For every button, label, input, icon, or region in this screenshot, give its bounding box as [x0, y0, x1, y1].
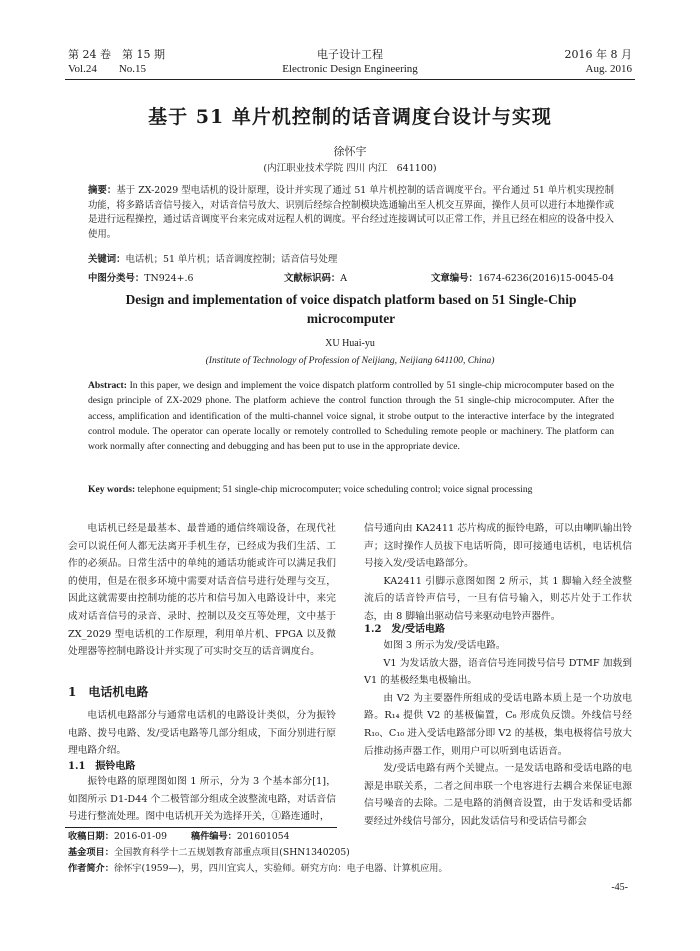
document-code: 文献标识码：A	[284, 273, 348, 284]
keywords-cn	[88, 253, 614, 268]
right-paragraph-2: KA2411 引脚示意图如图 2 所示，其 1 脚输入经全波整流后的话音铃声信号，一旦有信号输入，则芯片处于工作状态，由 8 脚输出驱动信号来驱动电铃声器件。	[364, 575, 632, 622]
body-column-right	[364, 520, 632, 626]
journal-name-cn: 电子设计工程	[317, 48, 383, 61]
right-paragraph-6: 发/受话电路有两个关键点。一是发话电路和受话电路的电源是串联关系，二者之间串联一个电容进行去耦合来保证电源信号噪音的去除。二是电路的消侧音设置，由于发话和受话都要经过外线信号部分，因此发话信号和受话信号都会	[364, 763, 632, 827]
keywords-cn-label: 关键词：	[88, 254, 126, 265]
author-en: XU Huai-yu	[325, 338, 375, 349]
keywords-en-text: telephone equipment; 51 single-chip microcomputer; voice scheduling control; voice signal processing	[135, 484, 533, 495]
body-column-left	[68, 520, 336, 661]
keywords-cn-text: 电话机；51 单片机；话音调度控制；话音信号处理	[125, 254, 338, 265]
right-paragraph-1: 信号通向由 KA2411 芯片构成的振铃电路，可以由喇叭输出铃声；这时操作人员拔下电话听筒，即可接通电话机，电话机信号接入发/受话电路部分。	[364, 523, 632, 570]
author-bio: 徐怀宇(1959—)，男，四川宜宾人，实验师。研究方向：电子电器、计算机应用。	[113, 863, 448, 874]
affiliation-cn: (内江职业技术学院 四川 内江 641100)	[263, 163, 437, 174]
abstract-cn-text: 基于 ZX-2029 型电话机的设计原理，设计并实现了通过 51 单片机控制的话音调度平台。平台通过 51 单片机实现控制功能，将多路话音信号接入，对话音信号放大、识别后经综合控制模块选通输出至人机交互界面，操作人员可以进行本地操作或是进行远程操控，通过话音调度平台来完成对远程人机的调度。平台经过连接调试可以正常工作，并且已经在相应的设备中投入使用。	[88, 185, 614, 240]
fund-text: 全国教育科学十二五规划教育部重点项目(SHN1340205)	[113, 847, 350, 858]
clc-number: 中图分类号：TN924+.6	[88, 273, 194, 284]
subsection-heading-1-2: 1.2 发/受话电路	[364, 624, 446, 635]
classification-row	[88, 270, 614, 284]
author-cn: 徐怀宇	[333, 145, 367, 158]
section1-paragraph: 电话机电路部分与通常电话机的电路设计类似，分为振铃电路、拨号电路、发/受话电路等几部分组成，下面分别进行原理电路介绍。	[68, 710, 336, 757]
page-number: -45-	[611, 882, 628, 893]
article-title-cn: 基于 51 单片机控制的话音调度台设计与实现	[148, 106, 552, 128]
subsection11-paragraph: 振铃电路的原理图如图 1 所示，分为 3 个基本部分[1]，如图所示 D1-D44 个二极管部分组成全波整流电路，对话音信号进行整流处理。图中电话机开关为选择开关，①路连通时，	[68, 776, 336, 823]
volume-issue-en: Vol.24 No.15	[68, 63, 147, 75]
affiliation-en: (Institute of Technology of Profession of Neijiang, Neijiang 641100, China)	[205, 355, 495, 366]
abstract-en	[88, 378, 614, 454]
date-en: Aug. 2016	[585, 63, 632, 75]
right-paragraph-5: 由 V2 为主要器件所组成的受话电路本质上是一个功放电路。R₁₄ 提供 V2 的基极偏置，C₆ 形成负反馈。外线信号经 R₁₀、C₁₀ 进入受话电路部分即 V2 的基极，集电极将信号放大后推动扬声器工作，则用户可以听到电话语音。	[364, 692, 632, 757]
footnote-rule	[65, 827, 337, 828]
keywords-en	[88, 484, 614, 495]
subsection-heading-1-1: 1.1 振铃电路	[68, 761, 136, 772]
author-bio-row: 作者简介：徐怀宇(1959—)，男，四川宜宾人，实验师。研究方向：电子电器、计算机应用。	[68, 863, 448, 874]
received-date: 2016-01-09	[113, 831, 167, 842]
date-cn: 2016 年 8 月	[564, 48, 632, 61]
received-date-row: 收稿日期：2016-01-09 稿件编号：201601054	[68, 831, 290, 842]
article-title-en: Design and implementation of voice dispatch platform based on 51 Single-Chip microcomputer	[125, 292, 577, 326]
keywords-en-label: Key words:	[88, 484, 136, 495]
abstract-cn	[88, 184, 614, 242]
volume-issue-cn: 第 24 卷 第 15 期	[68, 48, 165, 61]
section1-paragraph-block	[68, 707, 336, 760]
subsection12-block	[364, 637, 632, 831]
right-paragraph-4: V1 为发话放大器，语音信号连同拨号信号 DTMF 加载到 V1 的基极经集电极输出。	[364, 657, 632, 687]
journal-name-en: Electronic Design Engineering	[282, 63, 418, 75]
subsection11-paragraph-block	[68, 773, 336, 826]
intro-paragraph: 电话机已经是最基本、最普通的通信终端设备，在现代社会可以说任何人都无法离开手机生存，已经成为我们生活、工作的必须品。日常生活中的单纯的通话功能或许可以满足我们的使用，但是在很多环境中需要对话音信号进行处理与交互，因此这就需要由控制功能的芯片和信号加入电路设计中，来完成对话音信号的录音、录时、控制以及交互等处理，文中基于 ZX_2029 型电话机的工作原理，利用单片机、FPGA 以及微处理器等控制电路设计并实现了可实时交互的话音调度台。	[68, 523, 336, 658]
manuscript-number: 201601054	[236, 831, 290, 842]
article-number: 文章编号：1674-6236(2016)15-0045-04	[430, 273, 614, 284]
section-heading-1: 1 电话机电路	[68, 685, 149, 699]
fund-row: 基金项目：全国教育科学十二五规划教育部重点项目(SHN1340205)	[68, 847, 350, 858]
abstract-cn-label: 摘要：	[88, 185, 117, 196]
right-paragraph-3: 如图 3 所示为发/受话电路。	[383, 640, 506, 651]
journal-date	[565, 48, 632, 76]
abstract-en-text: In this paper, we design and implement the voice dispatch platform controlled by 51 single-chip microcomputer based on the design principle of ZX-2029 phone. The platform achieve the control function through the 51 single-chip microcomputer. After the access, amplification and identification of the multi-channel voice signal, it strobe output to the interactive interface by the integrated control module. The operator can operate locally or remotely controlled to Scheduling remote people or machinery. The platform can work normally after connecting and debugging and has been put to use in the appropriate device.	[88, 380, 614, 453]
abstract-en-label: Abstract:	[88, 380, 127, 391]
header-rule	[65, 79, 635, 80]
